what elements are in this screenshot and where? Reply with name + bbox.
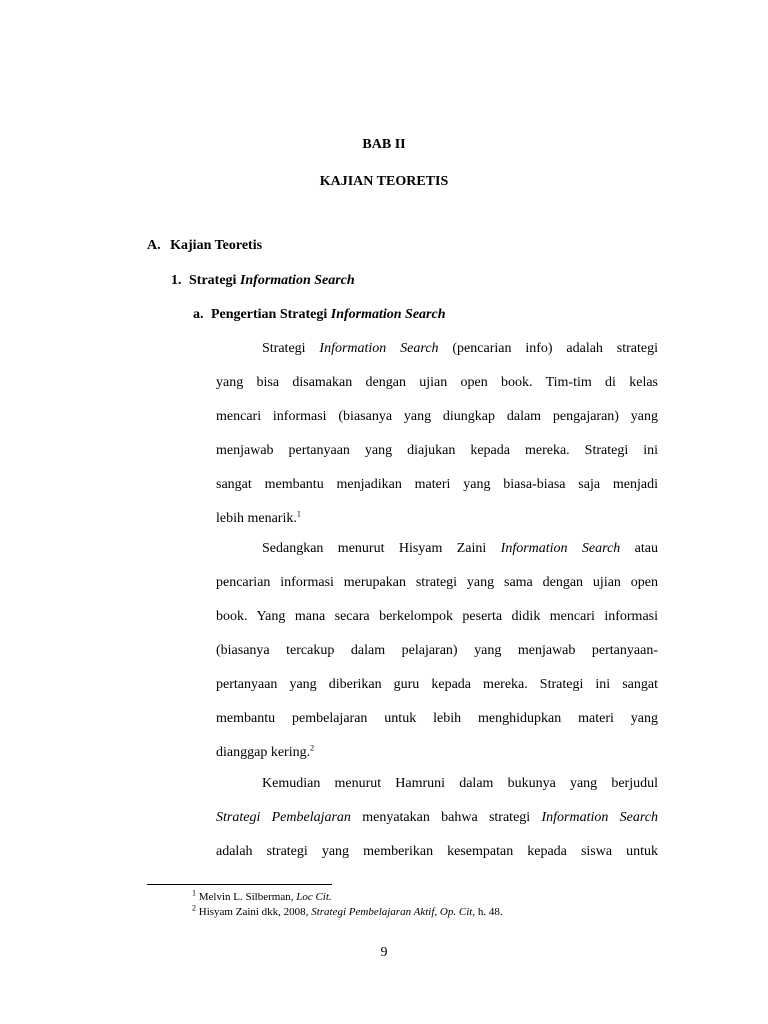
subsubsection-title: Pengertian Strategi Information Search: [211, 307, 446, 322]
footnote-2: $^2$ Hisyam Zaini dkk, 2008, Strategi Pembelajaran Aktif, Op. Cit, h. 48.: [192, 903, 503, 918]
paragraph-line: dianggap kering.$^2$: [216, 743, 315, 760]
section-title: Kajian Teoretis: [170, 238, 263, 253]
paragraph-line: book. Yang mana secara berkelompok peserta didik mencari informasi: [216, 609, 658, 624]
paragraph-line: mencari informasi (biasanya yang diungkap dalam pengajaran) yang: [216, 409, 658, 424]
subsection-title: Strategi Information Search: [189, 273, 355, 288]
footnote-number: 1: [192, 888, 196, 898]
chapter-label: BAB II: [362, 137, 406, 152]
section-heading: [147, 238, 262, 254]
paragraph-line: sangat membantu menjadikan materi yang biasa-biasa saja menjadi: [216, 477, 658, 492]
footnote-ref: 1: [296, 509, 301, 519]
paragraph-line: lebih menarik.$^1$: [216, 509, 301, 526]
chapter-title: KAJIAN TEORETIS: [319, 174, 449, 189]
subsubsection-heading: [193, 307, 446, 323]
paragraph-line: Strategi Pembelajaran menyatakan bahwa strategi Information Search: [216, 810, 658, 825]
paragraph-line: membantu pembelajaran untuk lebih menghidupkan materi yang: [216, 711, 658, 726]
section-marker: A.: [147, 238, 161, 253]
subsection-heading: [171, 273, 355, 289]
page-number: 9: [380, 945, 388, 960]
paragraph-3: [216, 767, 658, 869]
paragraph-line: Sedangkan menurut Hisyam Zaini Information Search atau: [262, 541, 658, 556]
paragraph-line: Kemudian menurut Hamruni dalam bukunya yang berjudul: [262, 776, 658, 791]
paragraph-line: menjawab pertanyaan yang diajukan kepada mereka. Strategi ini: [216, 443, 658, 458]
subsection-marker: 1.: [171, 273, 182, 288]
paragraph-line: (biasanya tercakup dalam pelajaran) yang menjawab pertanyaan-: [216, 643, 658, 658]
paragraph-line: pertanyaan yang diberikan guru kepada mereka. Strategi ini sangat: [216, 677, 658, 692]
paragraph-line: adalah strategi yang memberikan kesempatan kepada siswa untuk: [216, 844, 658, 859]
paragraph-line: yang bisa disamakan dengan ujian open book. Tim-tim di kelas: [216, 375, 658, 390]
paragraph-2: [216, 532, 658, 770]
footnote-1: $^1$ Melvin L. Silberman, Loc Cit.: [192, 888, 332, 903]
footnote-ref: 2: [310, 743, 315, 753]
footnote-separator: [147, 884, 332, 885]
footnote-number: 2: [192, 903, 196, 913]
subsubsection-marker: a.: [193, 307, 204, 322]
paragraph-line: Strategi Information Search (pencarian info) adalah strategi: [262, 341, 659, 356]
paragraph-line: pencarian informasi merupakan strategi yang sama dengan ujian open: [216, 575, 658, 590]
paragraph-1: [216, 332, 658, 536]
